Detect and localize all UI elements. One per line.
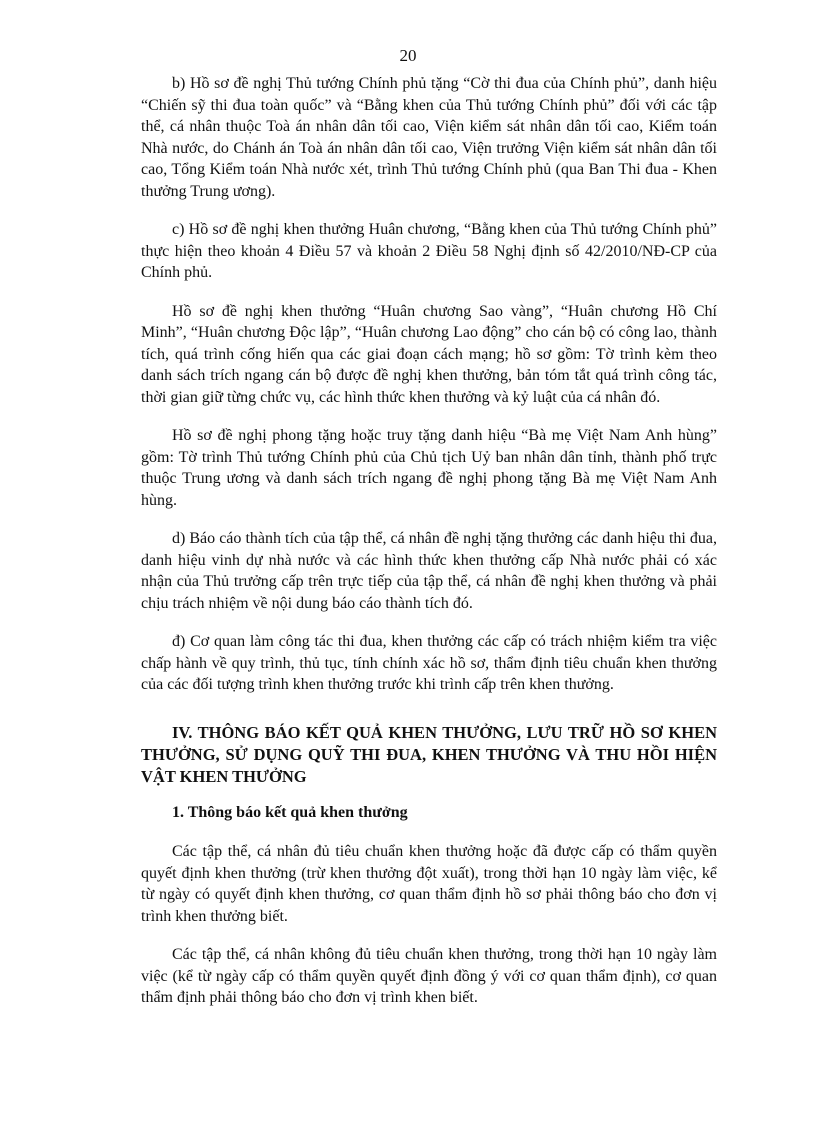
section-iv-paragraph-2: Các tập thể, cá nhân không đủ tiêu chuẩn khen thưởng, trong thời hạn 10 ngày làm việc (kể từ ngày cấp có thẩm quyền quyết định đồng ý với cơ quan thẩm định), cơ quan thẩm định phải thông báo cho đơn vị trình khen biết. [141, 946, 717, 1006]
paragraph-c-medals: Hồ sơ đề nghị khen thưởng “Huân chương Sao vàng”, “Huân chương Hồ Chí Minh”, “Huân chương Độc lập”, “Huân chương Lao động” cho cán bộ có công lao, thành tích, quá trình cống hiến qua các giai đoạn cách mạng; hồ sơ gồm: Tờ trình kèm theo danh sách trích ngang cán bộ được đề nghị khen thưởng, bản tóm tắt quá trình công tác, thời gian giữ từng chức vụ, các hình thức khen thưởng và kỷ luật của cá nhân đó. [141, 302, 717, 406]
section-iv-heading: IV. THÔNG BÁO KẾT QUẢ KHEN THƯỞNG, LƯU TRỮ HỒ SƠ KHEN THƯỞNG, SỬ DỤNG QUỸ THI ĐUA, KHEN THƯỞNG VÀ THU HỒI HIỆN VẬT KHEN THƯỞNG [141, 722, 717, 786]
paragraph-b: b) Hồ sơ đề nghị Thủ tướng Chính phủ tặng “Cờ thi đua của Chính phủ”, danh hiệu “Chiến sỹ thi đua toàn quốc” và “Bằng khen của Thủ tướng Chính phủ” đối với các tập thể, cá nhân thuộc Toà án nhân dân tối cao, Viện kiểm sát nhân dân tối cao, Kiểm toán Nhà nước, do Chánh án Toà án nhân dân tối cao, Viện trưởng Viện kiểm sát nhân dân tối cao, Tổng Kiểm toán Nhà nước xét, trình Thủ tướng Chính phủ (qua Ban Thi đua - Khen thưởng Trung ương). [141, 75, 717, 200]
paragraph-c: c) Hồ sơ đề nghị khen thưởng Huân chương, “Bằng khen của Thủ tướng Chính phủ” thực hiện theo khoản 4 Điều 57 và khoản 2 Điều 58 Nghị định số 42/2010/NĐ-CP của Chính phủ. [141, 221, 717, 281]
paragraph-c-heroic-mother: Hồ sơ đề nghị phong tặng hoặc truy tặng danh hiệu “Bà mẹ Việt Nam Anh hùng” gồm: Tờ trình Thủ tướng Chính phủ của Chủ tịch Uỷ ban nhân dân tỉnh, thành phố trực thuộc Trung ương và danh sách trích ngang đề nghị phong tặng Bà mẹ Việt Nam Anh hùng. [141, 427, 717, 509]
subheading-1: 1. Thông báo kết quả khen thưởng [172, 803, 408, 821]
page-number: 20 [399, 46, 417, 65]
section-iv-paragraph-1: Các tập thể, cá nhân đủ tiêu chuẩn khen thưởng hoặc đã được cấp có thẩm quyền quyết định khen thưởng (trừ khen thưởng đột xuất), trong thời hạn 10 ngày làm việc, kể từ ngày có quyết định khen thưởng, cơ quan thẩm định hồ sơ phải thông báo cho đơn vị trình khen thưởng biết. [141, 843, 717, 925]
document-body [141, 73, 717, 1026]
paragraph-dd: đ) Cơ quan làm công tác thi đua, khen thưởng các cấp có trách nhiệm kiểm tra việc chấp hành về quy trình, thủ tục, tính chính xác hồ sơ, thẩm định tiêu chuẩn khen thưởng của các đối tượng trình khen thưởng trước khi trình cấp trên khen thưởng. [141, 633, 717, 693]
paragraph-d: d) Báo cáo thành tích của tập thể, cá nhân đề nghị tặng thưởng các danh hiệu thi đua, danh hiệu vinh dự nhà nước và các hình thức khen thưởng cấp Nhà nước phải có xác nhận của Thủ trưởng cấp trên trực tiếp của tập thể, cá nhân đề nghị khen thưởng và phải chịu trách nhiệm về nội dung báo cáo thành tích đó. [141, 530, 717, 612]
